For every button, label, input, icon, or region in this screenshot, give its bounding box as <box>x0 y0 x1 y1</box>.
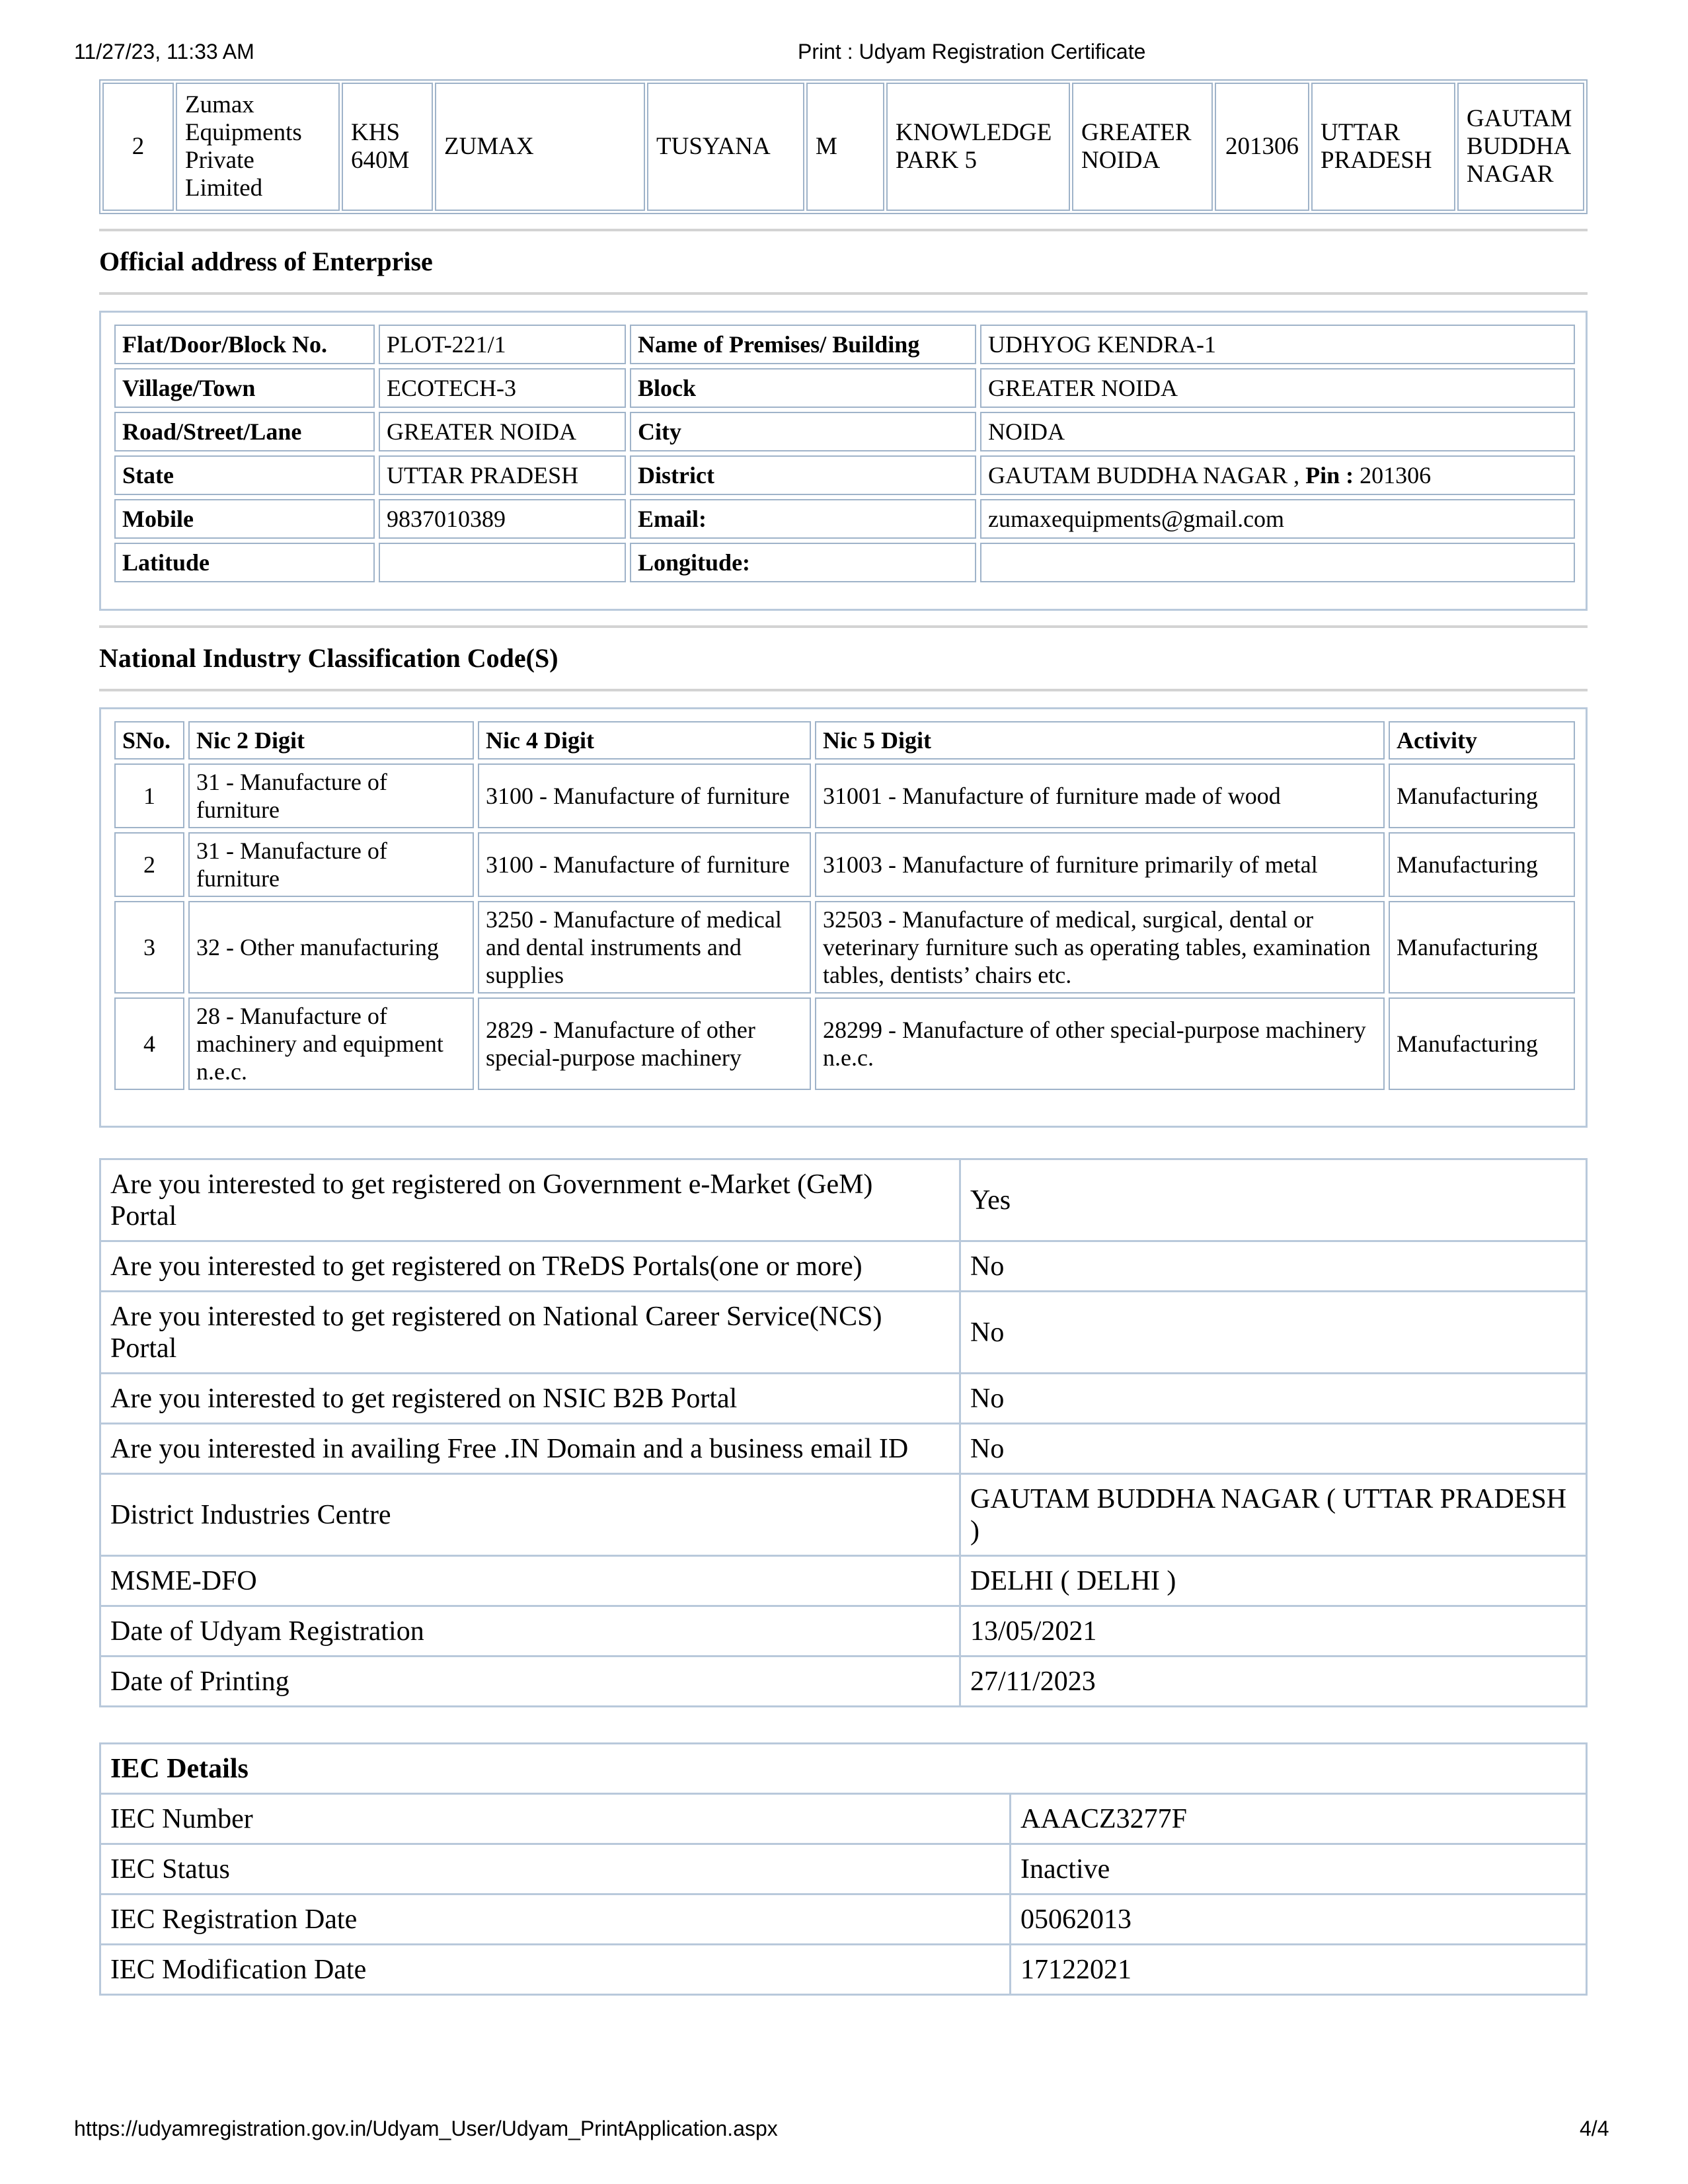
nic-sno: 1 <box>114 763 184 828</box>
address-label: Flat/Door/Block No. <box>114 325 375 364</box>
address-value: ECOTECH-3 <box>379 368 626 408</box>
address-value-text: zumaxequipments@gmail.com <box>988 506 1285 532</box>
nic-box <box>99 707 1588 1128</box>
cell-line: n.e.c. <box>196 1058 247 1085</box>
iec-label: IEC Modification Date <box>100 1945 1011 1995</box>
nic-2-digit <box>188 901 474 994</box>
iec-value: Inactive <box>1011 1844 1587 1894</box>
cell-line: No <box>970 1383 1005 1414</box>
nic-4-digit <box>478 832 811 897</box>
iec-row <box>100 1945 1587 1995</box>
cell-line: tables, dentists’ chairs etc. <box>823 962 1072 988</box>
nic-column-header: SNo. <box>114 721 184 760</box>
question-label <box>100 1606 960 1657</box>
official-address-heading: Official address of Enterprise <box>99 247 433 276</box>
address-value-text: NOIDA <box>988 418 1065 445</box>
address-value <box>980 368 1575 408</box>
question-label <box>100 1424 960 1474</box>
nic-row <box>114 997 1575 1090</box>
cell-line: 31 - Manufacture of <box>196 838 387 864</box>
question-row <box>100 1657 1587 1707</box>
cell-line: Yes <box>970 1185 1011 1216</box>
iec-label: IEC Status <box>100 1844 1011 1894</box>
cell-line: furniture <box>196 865 280 892</box>
cell-line: 28299 - Manufacture of other special-purpose machinery <box>823 1017 1366 1043</box>
print-title: Print : Udyam Registration Certificate <box>798 40 1146 63</box>
address-label: Mobile <box>114 499 375 539</box>
cell-line: 31 - Manufacture of <box>196 769 387 795</box>
address-label: Road/Street/Lane <box>114 412 375 451</box>
cell-line: supplies <box>486 962 564 988</box>
nic-sno: 4 <box>114 997 184 1090</box>
cell-line: Date of Printing <box>110 1666 289 1697</box>
address-label: City <box>630 412 976 451</box>
cell-line: DELHI ( DELHI ) <box>970 1565 1176 1596</box>
cell-line: Portal <box>110 1200 177 1231</box>
cell-line: 28 - Manufacture of <box>196 1003 387 1029</box>
divider <box>99 689 1588 691</box>
address-value <box>980 325 1575 364</box>
iec-row <box>100 1844 1587 1894</box>
cell-line: furniture <box>196 797 280 823</box>
unit-district: GAUTAM BUDDHA NAGAR <box>1457 83 1584 211</box>
nic-4-digit <box>478 763 811 828</box>
cell-line: Portal <box>110 1333 177 1364</box>
official-address-table <box>110 321 1579 586</box>
pin-value: 201306 <box>1360 462 1432 488</box>
address-label: Longitude: <box>630 543 976 582</box>
address-label: State <box>114 455 375 495</box>
question-answer <box>960 1606 1587 1657</box>
cell-line: Are you interested to get registered on National Career Service(NCS) <box>110 1301 882 1332</box>
page-number: 4/4 <box>1580 2117 1609 2140</box>
question-row <box>100 1556 1587 1606</box>
unit-state: UTTAR PRADESH <box>1311 83 1455 211</box>
address-row <box>114 499 1575 539</box>
address-row <box>114 412 1575 451</box>
cell-line: Are you interested to get registered on Government e-Market (GeM) <box>110 1169 873 1200</box>
cell-line: 31003 - Manufacture of furniture primarily of metal <box>823 851 1318 878</box>
iec-header-row <box>100 1744 1587 1794</box>
nic-sno: 2 <box>114 832 184 897</box>
nic-column-header: Activity <box>1389 721 1575 760</box>
question-row <box>100 1474 1587 1556</box>
cell-line: 32 - Other manufacturing <box>196 934 439 960</box>
question-answer <box>960 1424 1587 1474</box>
unit-village: TUSYANA <box>647 83 804 211</box>
address-row <box>114 455 1575 495</box>
print-datetime: 11/27/23, 11:33 AM <box>74 40 254 63</box>
nic-table <box>110 717 1579 1094</box>
address-value <box>379 543 626 582</box>
question-label <box>100 1556 960 1606</box>
page-url: https://udyamregistration.gov.in/Udyam_User/Udyam_PrintApplication.aspx <box>74 2117 778 2140</box>
iec-row <box>100 1794 1587 1844</box>
address-row <box>114 325 1575 364</box>
question-answer <box>960 1292 1587 1374</box>
address-value: 9837010389 <box>379 499 626 539</box>
nic-row <box>114 763 1575 828</box>
cell-line: 3100 - Manufacture of furniture <box>486 783 790 809</box>
nic-5-digit <box>815 901 1385 994</box>
nic-2-digit <box>188 763 474 828</box>
cell-line: Are you interested in availing Free .IN Domain and a business email ID <box>110 1433 909 1464</box>
address-row <box>114 368 1575 408</box>
nic-2-digit <box>188 832 474 897</box>
cell-line: Are you interested to get registered on TReDS Portals(one or more) <box>110 1251 863 1282</box>
nic-activity: Manufacturing <box>1389 997 1575 1090</box>
nic-5-digit <box>815 832 1385 897</box>
nic-5-digit <box>815 997 1385 1090</box>
question-label <box>100 1159 960 1241</box>
question-row <box>100 1606 1587 1657</box>
registration-options-table <box>99 1158 1588 1707</box>
address-value <box>980 543 1575 582</box>
divider <box>99 292 1588 295</box>
nic-row <box>114 832 1575 897</box>
iec-details-table <box>99 1742 1588 1996</box>
cell-line: machinery and equipment <box>196 1031 443 1057</box>
question-row <box>100 1374 1587 1424</box>
address-row <box>114 543 1575 582</box>
cell-line: GAUTAM BUDDHA NAGAR ( UTTAR PRADESH <box>970 1483 1567 1514</box>
cell-line: n.e.c. <box>823 1044 874 1071</box>
question-label <box>100 1241 960 1292</box>
question-answer <box>960 1241 1587 1292</box>
unit-pin: 201306 <box>1215 83 1309 211</box>
question-label <box>100 1474 960 1556</box>
cell-line: 2829 - Manufacture of other <box>486 1017 755 1043</box>
address-value: UTTAR PRADESH <box>379 455 626 495</box>
unit-block: M <box>806 83 884 211</box>
divider <box>99 229 1588 231</box>
question-row <box>100 1424 1587 1474</box>
cell-line: and dental instruments and <box>486 934 742 960</box>
unit-road: KNOWLEDGE PARK 5 <box>886 83 1070 211</box>
nic-4-digit <box>478 997 811 1090</box>
nic-row <box>114 901 1575 994</box>
nic-heading: National Industry Classification Code(S) <box>99 643 558 673</box>
address-value: GREATER NOIDA <box>379 412 626 451</box>
unit-name: Zumax Equipments Private Limited <box>176 83 340 211</box>
nic-sno: 3 <box>114 901 184 994</box>
address-label: Block <box>630 368 976 408</box>
address-label: Email: <box>630 499 976 539</box>
address-label: District <box>630 455 976 495</box>
cell-line: special-purpose machinery <box>486 1044 742 1071</box>
cell-line: No <box>970 1317 1005 1348</box>
cell-line: MSME-DFO <box>110 1565 257 1596</box>
official-address-box <box>99 311 1588 611</box>
nic-activity: Manufacturing <box>1389 832 1575 897</box>
cell-line: District Industries Centre <box>110 1499 391 1530</box>
question-answer <box>960 1474 1587 1556</box>
unit-city: GREATER NOIDA <box>1072 83 1213 211</box>
question-row <box>100 1292 1587 1374</box>
nic-header-row <box>114 721 1575 760</box>
iec-label: IEC Registration Date <box>100 1894 1011 1945</box>
cell-line: 27/11/2023 <box>970 1666 1096 1697</box>
cell-line: Are you interested to get registered on NSIC B2B Portal <box>110 1383 738 1414</box>
nic-5-digit <box>815 763 1385 828</box>
address-label: Name of Premises/ Building <box>630 325 976 364</box>
question-row <box>100 1241 1587 1292</box>
nic-activity: Manufacturing <box>1389 901 1575 994</box>
nic-activity: Manufacturing <box>1389 763 1575 828</box>
address-value <box>980 412 1575 451</box>
nic-column-header: Nic 5 Digit <box>815 721 1385 760</box>
nic-2-digit <box>188 997 474 1090</box>
address-value-text: GREATER NOIDA <box>988 375 1178 401</box>
question-label <box>100 1657 960 1707</box>
iec-value: 05062013 <box>1011 1894 1587 1945</box>
address-value-text: GAUTAM BUDDHA NAGAR , <box>988 462 1300 488</box>
question-answer <box>960 1657 1587 1707</box>
cell-line: 31001 - Manufacture of furniture made of wood <box>823 783 1281 809</box>
pin-label: Pin : <box>1305 462 1354 488</box>
iec-value: 17122021 <box>1011 1945 1587 1995</box>
cell-line: Date of Udyam Registration <box>110 1616 424 1647</box>
table-row <box>102 83 1584 211</box>
unit-location-table <box>99 79 1588 214</box>
question-answer <box>960 1556 1587 1606</box>
cell-line: No <box>970 1251 1005 1282</box>
address-label: Latitude <box>114 543 375 582</box>
cell-line: 3250 - Manufacture of medical <box>486 906 782 933</box>
question-label <box>100 1374 960 1424</box>
address-value <box>980 499 1575 539</box>
cell-line: ) <box>970 1515 979 1546</box>
cell-line: veterinary furniture such as operating tables, examination <box>823 934 1371 960</box>
unit-sno: 2 <box>102 83 174 211</box>
cell-line: No <box>970 1433 1005 1464</box>
address-label: Village/Town <box>114 368 375 408</box>
question-row <box>100 1159 1587 1241</box>
cell-line: 32503 - Manufacture of medical, surgical, dental or <box>823 906 1314 933</box>
nic-column-header: Nic 4 Digit <box>478 721 811 760</box>
iec-row <box>100 1894 1587 1945</box>
address-value: PLOT-221/1 <box>379 325 626 364</box>
question-answer <box>960 1159 1587 1241</box>
cell-line: 3100 - Manufacture of furniture <box>486 851 790 878</box>
nic-column-header: Nic 2 Digit <box>188 721 474 760</box>
question-answer <box>960 1374 1587 1424</box>
nic-4-digit <box>478 901 811 994</box>
address-value <box>980 455 1575 495</box>
divider <box>99 625 1588 628</box>
unit-flat: KHS 640M <box>342 83 433 211</box>
iec-value: AAACZ3277F <box>1011 1794 1587 1844</box>
iec-label: IEC Number <box>100 1794 1011 1844</box>
cell-line: 13/05/2021 <box>970 1616 1097 1647</box>
iec-heading: IEC Details <box>100 1744 1587 1794</box>
address-value-text: UDHYOG KENDRA-1 <box>988 331 1216 358</box>
question-label <box>100 1292 960 1374</box>
unit-building: ZUMAX <box>435 83 645 211</box>
